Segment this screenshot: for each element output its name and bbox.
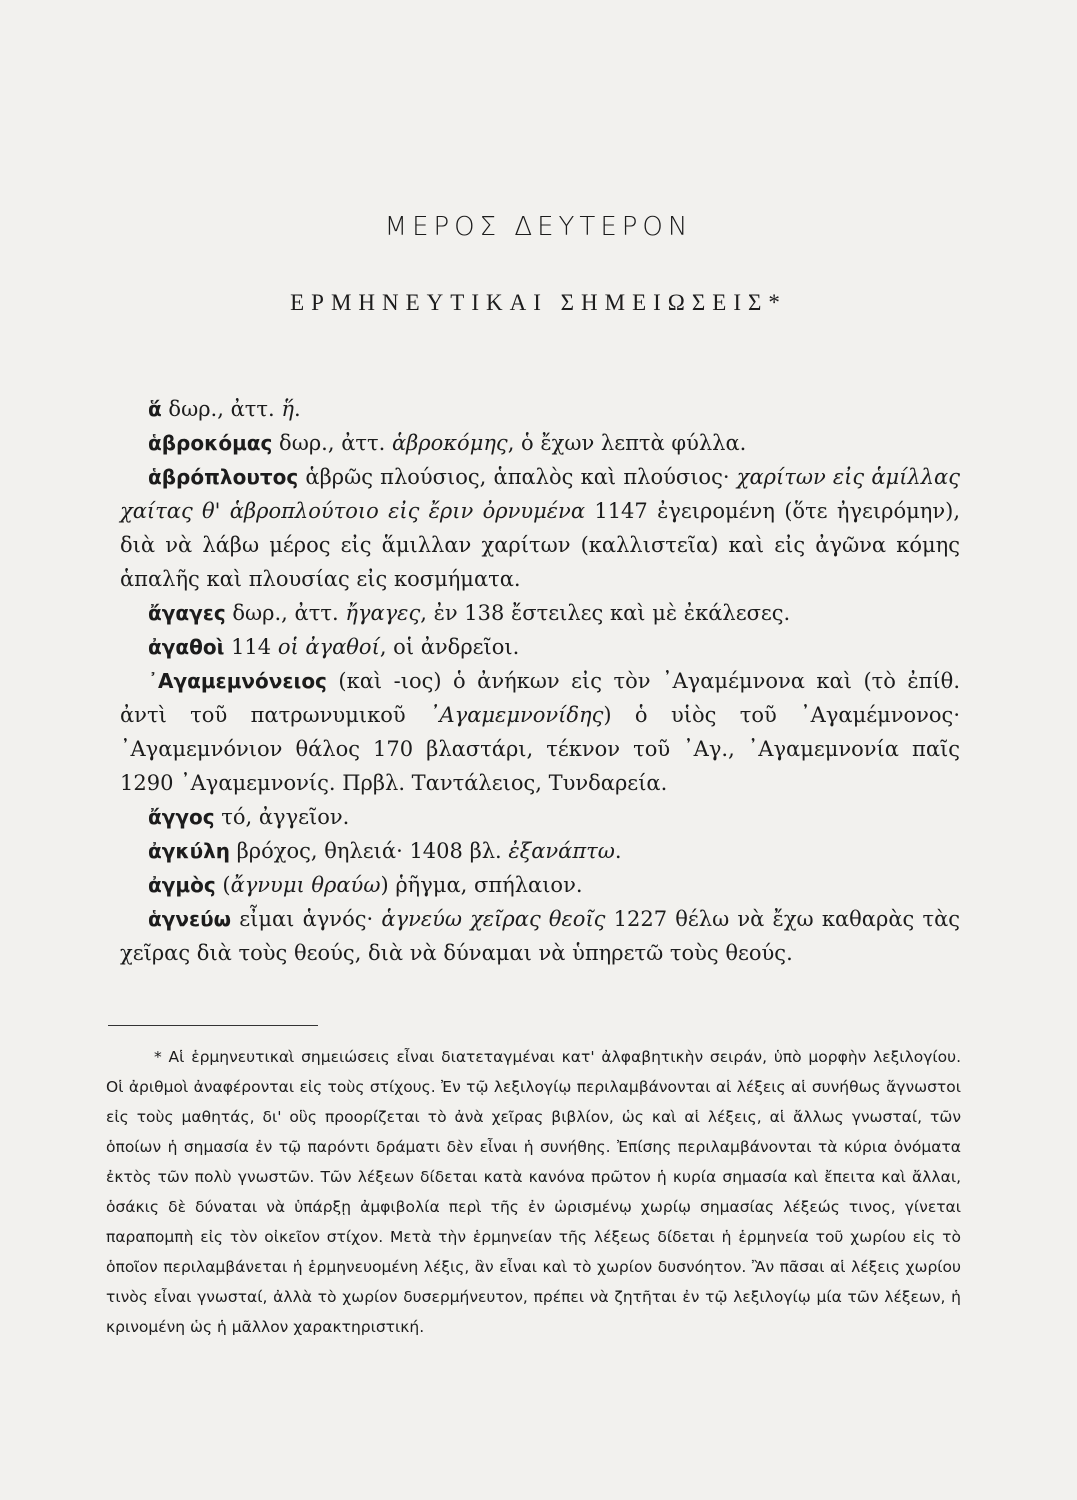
entry-lemma: ᾿Αγαμεμνόνειος — [148, 669, 327, 693]
entry-citation: ἤγαγες — [345, 601, 421, 625]
entry-text: δωρ., ἀττ. — [161, 397, 282, 421]
glossary-entry — [120, 868, 960, 902]
entry-lemma: ἁβροκόμας — [148, 431, 273, 455]
entry-citation: χαρίτων εἰς ἁμίλλας χαίτας θ' ἁβροπλούτοιο εἰς ἔριν ὀρνυμένα — [120, 465, 960, 523]
glossary-entry — [120, 800, 960, 834]
entry-text: ) ῥῆγμα, σπήλαιον. — [380, 873, 583, 897]
glossary-entry — [120, 392, 960, 426]
entry-text: ἁβρῶς πλούσιος, ἁπαλὸς καὶ πλούσιος· — [298, 465, 737, 489]
entry-citation: ἁγνεύω χεῖρας θεοῖς — [381, 907, 606, 931]
entry-lemma: ἀγαθοὶ — [148, 635, 225, 659]
part-title: ΜΕΡΟΣ ΔΕΥΤΕΡΟΝ — [384, 212, 693, 242]
entry-lemma: ἀγμὸς — [148, 873, 216, 897]
entry-lemma: ἄγγος — [148, 805, 215, 829]
footnote-divider — [108, 1025, 318, 1026]
entry-citation: ἁβροκόμης — [391, 431, 508, 455]
entry-text: , ὁ ἔχων λεπτὰ φύλλα. — [507, 431, 747, 455]
entry-text: ) ὁ υἱὸς τοῦ ᾿Αγαμέμνονος· ᾿Αγαμεμνόνιον θάλος 170 βλαστάρι, τέκνον τοῦ ᾿Αγ., ᾿Αγαμεμνονία παῖς 1290 ᾿Αγαμεμνονίς. Πρβλ. Ταντάλειος, Τυνδαρεία. — [120, 703, 960, 795]
entry-text: , ἐν 138 ἔστειλες καὶ μὲ ἐκάλεσες. — [420, 601, 791, 625]
glossary-entry — [120, 834, 960, 868]
entry-citation: ᾿Αγαμεμνονίδης — [429, 703, 604, 727]
glossary-entry — [120, 630, 960, 664]
entry-citation: ἄγνυμι θραύω — [230, 873, 381, 897]
entry-citation: ἐξανάπτω — [508, 839, 615, 863]
entry-citation: οἱ ἀγαθοί — [277, 635, 380, 659]
entry-lemma: ἁγνεύω — [148, 907, 232, 931]
entry-text: βρόχος, θηλειά· 1408 βλ. — [229, 839, 509, 863]
glossary-entry — [120, 460, 960, 596]
footnote: * Αἱ ἑρμηνευτικαὶ σημειώσεις εἶναι διατεταγμέναι κατ' ἀλφαβητικὴν σειράν, ὑπὸ μορφὴν λεξιλογίου. Οἱ ἀριθμοὶ ἀναφέρονται εἰς τοὺς στίχους. Ἐν τῷ λεξιλογίῳ περιλαμβάνονται αἱ λέξεις αἱ συνήθως ἄγνωστοι εἰς τοὺς μαθητάς, δι' οὓς προορίζεται τὸ ἀνὰ χεῖρας βιβλίον, ὡς καὶ αἱ λέξεις, αἱ ἄλλως γνωσταί, τῶν ὁποίων ἡ σημασία ἐν τῷ παρόντι δράματι δὲν εἶναι ἡ συνήθης. Ἐπίσης περιλαμβάνονται τὰ κύρια ὀνόματα ἐκτὸς τῶν πολὺ γνωστῶν. Τῶν λέξεων δίδεται κατὰ κανόνα πρῶτον ἡ κυρία σημασία καὶ ἔπειτα καὶ ἄλλαι, ὁσάκις δὲ δύναται νὰ ὑπάρξῃ ἀμφιβολία περὶ τῆς ἐν ὡρισμένῳ χωρίῳ σημασίας λέξεώς τινος, γίνεται παραπομπὴ εἰς τὸν οἰκεῖον στίχον. Μετὰ τὴν ἑρμηνείαν τῆς λέξεως δίδεται ἡ ἑρμηνεία τοῦ χωρίου εἰς τὸ ὁποῖον περιλαμβάνεται ἡ ἑρμηνευομένη λέξις, ἂν εἶναι καὶ τὸ χωρίον δυσνόητον. Ἂν πᾶσαι αἱ λέξεις χωρίου τινὸς εἶναι γνωσταί, ἀλλὰ τὸ χωρίον δυσερμήνευτον, πρέπει νὰ ζητῆται ἐν τῷ λεξιλογίῳ μία τῶν λέξεων, ἡ κρινομένη ὡς ἡ μᾶλλον χαρακτηριστική. — [106, 1048, 961, 1336]
entry-lemma: ἄγαγες — [148, 601, 226, 625]
glossary-entry — [120, 596, 960, 630]
entry-text: 1227 θέλω νὰ ἔχω καθαρὰς τὰς χεῖρας διὰ τοὺς θεούς, διὰ νὰ δύναμαι νὰ ὑπηρετῶ τοὺς θεούς. — [120, 907, 961, 965]
entry-text: (καὶ -ιος) ὁ ἀνήκων εἰς τὸν ᾿Αγαμέμνονα καὶ (τὸ ἐπίθ. ἀντὶ τοῦ πατρωνυμικοῦ — [120, 669, 960, 727]
entry-text: . — [614, 839, 622, 863]
entry-text: 1147 ἐγειρομένη (ὅτε ἠγειρόμην), διὰ νὰ λάβω μέρος εἰς ἅμιλλαν χαρίτων (καλλιστεῖα) καὶ εἰς ἀγῶνα κόμης ἁπαλῆς καὶ πλουσίας εἰς κοσμήματα. — [120, 499, 960, 591]
glossary-entry — [120, 426, 960, 460]
entry-text: , οἱ ἀνδρεῖοι. — [379, 635, 520, 659]
glossary-entries — [120, 392, 960, 970]
section-title: ΕΡΜΗΝΕΥΤΙΚΑΙ ΣΗΜΕΙΩΣΕΙΣ* — [290, 290, 787, 315]
entry-lemma: ἅ — [148, 397, 162, 421]
glossary-entry — [120, 902, 960, 970]
entry-citation: ἥ — [281, 397, 294, 421]
entry-text: . — [293, 397, 301, 421]
entry-text: δωρ., ἀττ. — [272, 431, 392, 455]
entry-text: τό, ἀγγεῖον. — [214, 805, 350, 829]
entry-text: δωρ., ἀττ. — [225, 601, 346, 625]
entry-text: ( — [215, 873, 231, 897]
entry-text: εἶμαι ἁγνός· — [231, 907, 382, 931]
entry-text: 114 — [224, 635, 278, 659]
entry-lemma: ἀγκύλη — [148, 839, 230, 863]
entry-lemma: ἁβρόπλουτος — [148, 465, 299, 489]
glossary-entry — [120, 664, 960, 800]
